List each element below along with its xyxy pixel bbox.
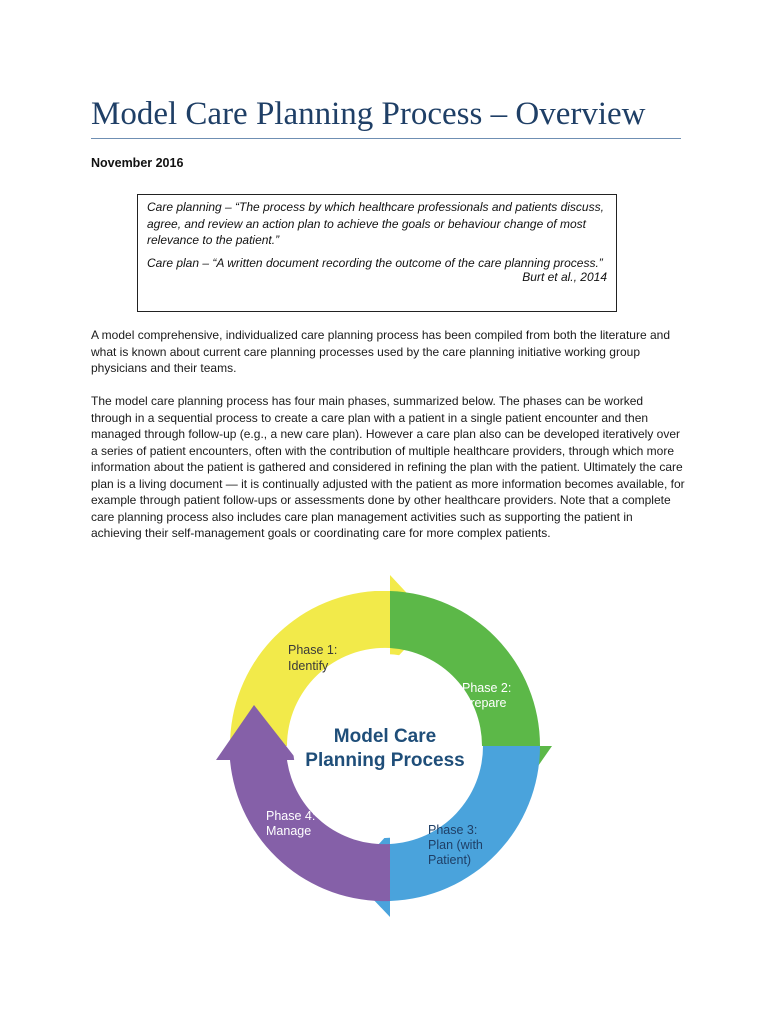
phase1-label-line1: Phase 1: xyxy=(288,643,338,657)
phase3-label-line2: Plan (with xyxy=(428,838,483,852)
page-title: Model Care Planning Process – Overview xyxy=(91,96,646,132)
care-planning-definition: Care planning – “The process by which healthcare professionals and patients discuss, agree, and review an action plan to achieve the goals or behaviour change of most relevance to the patient.” xyxy=(147,200,604,247)
phase3-label-line1: Phase 3: xyxy=(428,823,478,837)
definitions-box xyxy=(137,194,617,312)
document-date: November 2016 xyxy=(91,156,184,170)
phase2-label-line1: Phase 2: xyxy=(462,681,512,695)
citation: Burt et al., 2014 xyxy=(522,270,607,284)
title-underline xyxy=(91,138,681,139)
center-title-line1: Model Care xyxy=(333,726,437,747)
phase2-label-line2: Prepare xyxy=(462,696,507,710)
care-plan-definition: Care plan – “A written document recording the outcome of the care planning process.” xyxy=(147,255,603,270)
phase4-label-line1: Phase 4: xyxy=(266,809,316,823)
phase3-label-line3: Patient) xyxy=(428,853,472,867)
phases-paragraph: The model care planning process has four main phases, summarized below. The phases can be worked through in a sequential process to create a care plan with a patient in a single patient encounter and then managed through follow-up (e.g., a new care plan). However a care plan also can be developed iteratively over a series of patient encounters, often with the contribution of multiple healthcare providers, through which more information about the patient is gathered and considered in refining the plan with the patient. Ultimately the care plan is a living document — it is continually adjusted with the patient as more information becomes available, for example through patient follow-ups or assessments done by other healthcare providers. Note that a complete care planning process also includes care plan management activities such as supporting the patient in achieving their self-management goals or coordinating care for more complex patients. xyxy=(91,394,685,540)
care-planning-cycle-diagram xyxy=(200,570,570,930)
phase4-label-line2: Manage xyxy=(266,824,312,838)
phase1-label-line2: Identify xyxy=(288,659,329,673)
intro-paragraph: A model comprehensive, individualized care planning process has been compiled from both the literature and what is known about current care planning processes used by the care planning initiative working group physicians and their teams. xyxy=(91,328,671,375)
center-title-line2: Planning Process xyxy=(305,750,465,771)
